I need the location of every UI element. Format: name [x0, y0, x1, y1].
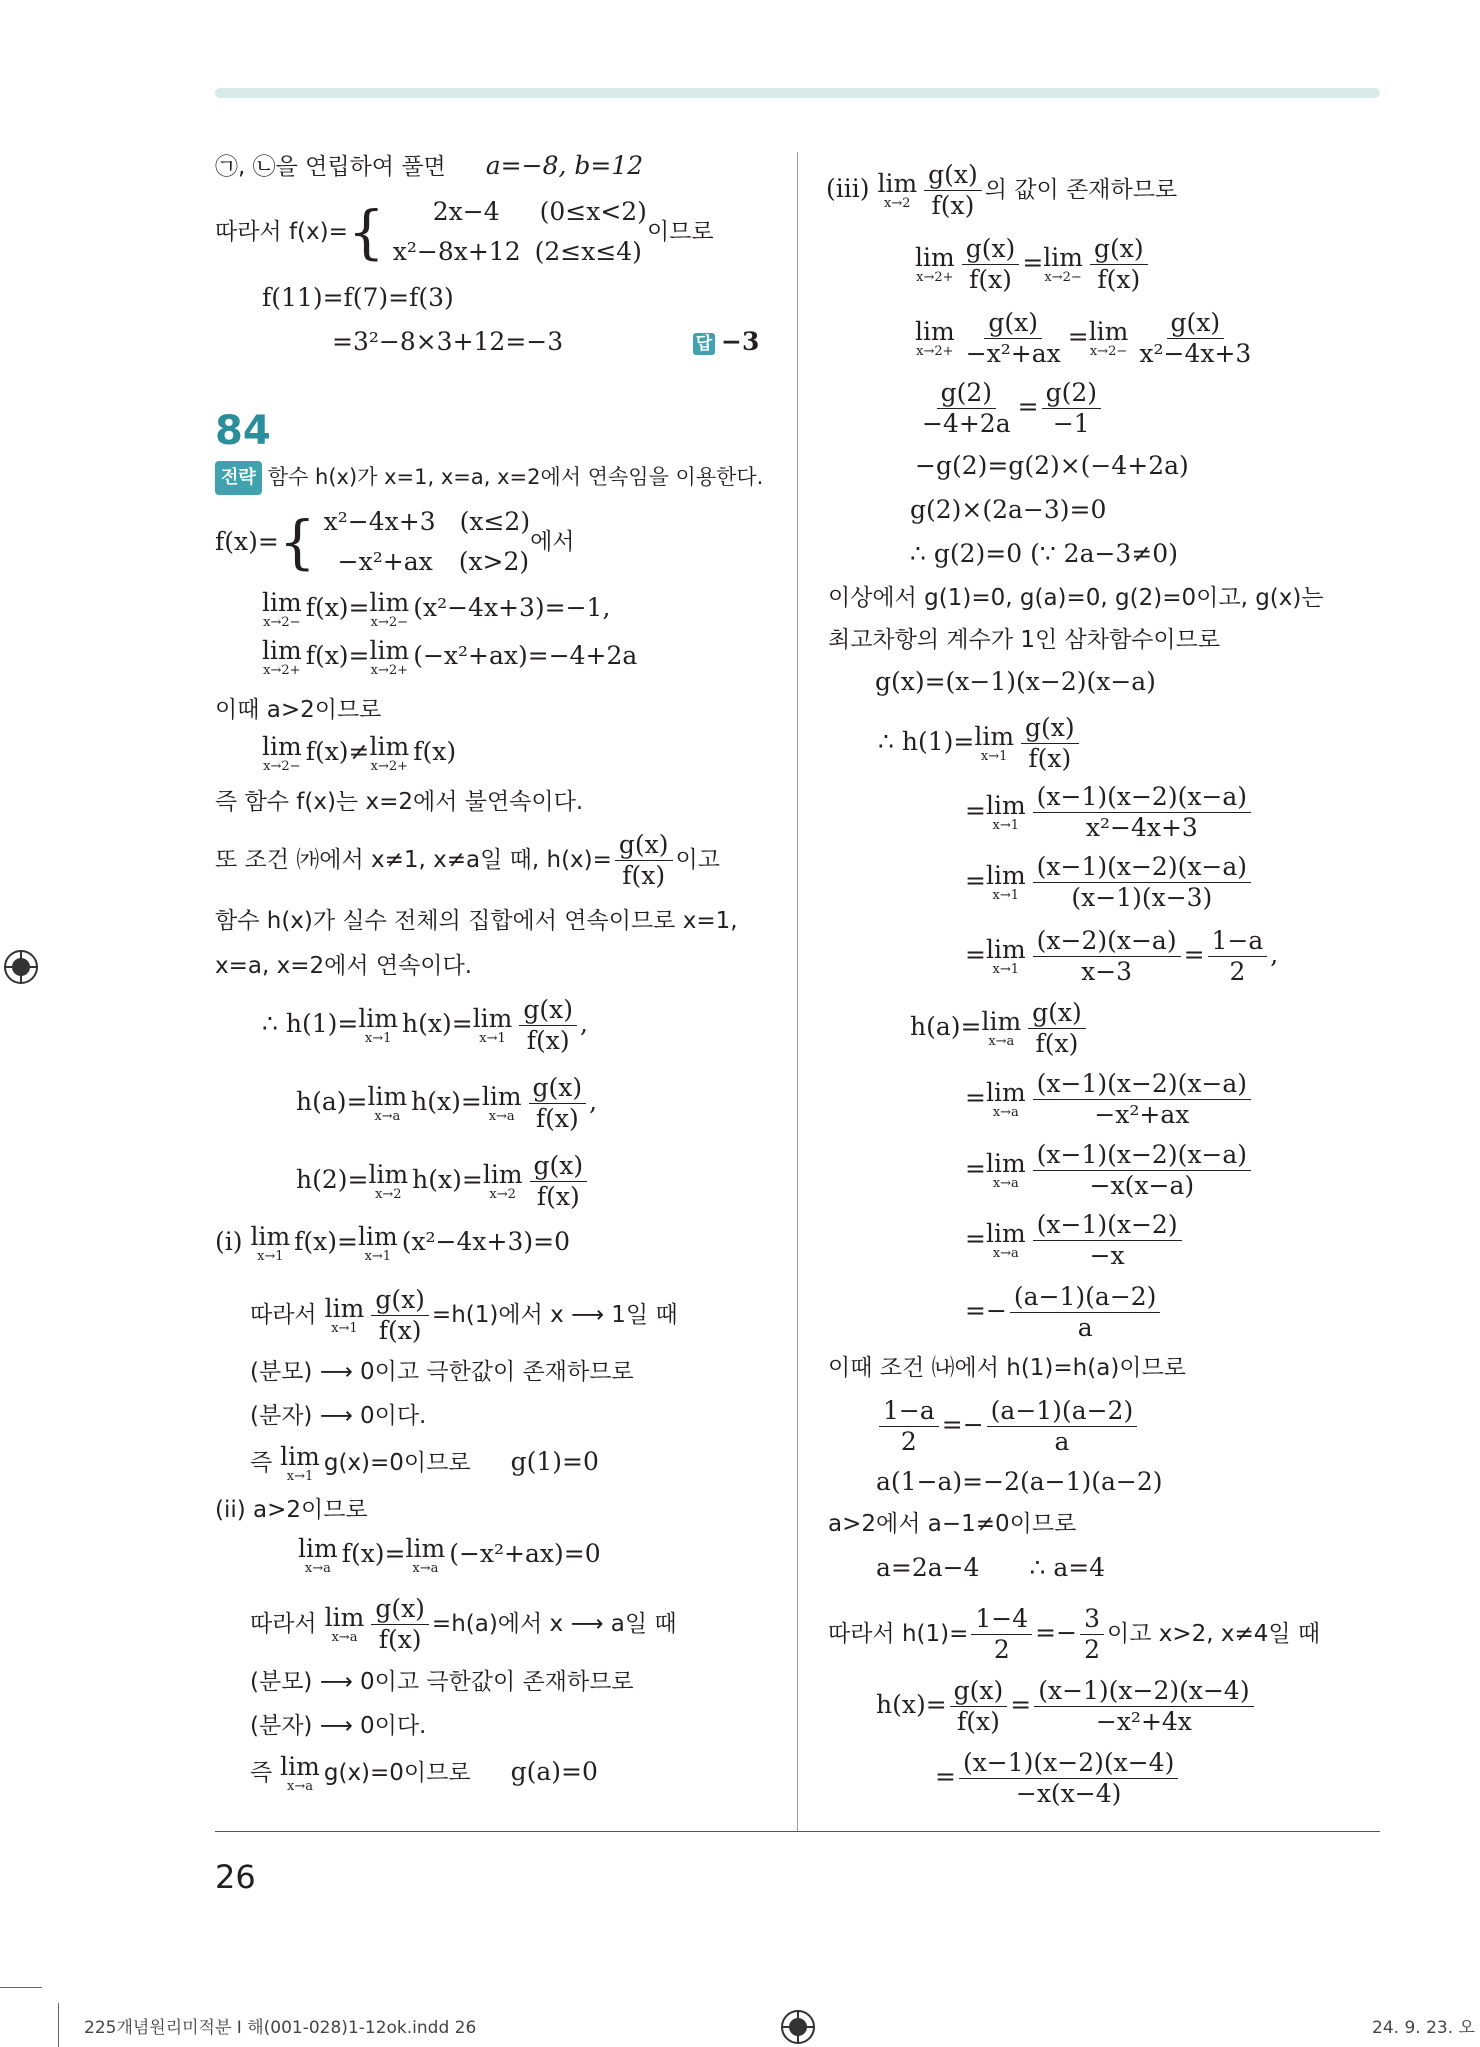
text-line: a>2에서 a−1≠0이므로 [828, 1511, 1077, 1537]
limit-line: lim x→a f(x)= lim x→a (−x²+ax)=0 [298, 1534, 601, 1576]
math-line: g(x)=(x−1)(x−2)(x−a) [875, 667, 1156, 696]
registration-mark-icon [4, 950, 38, 984]
math-line: f(11)=f(7)=f(3) [262, 283, 454, 312]
text-line: 또 조건 ㈎에서 x≠1, x≠a일 때, h(x)= $\frac{g(x)}{f(x)}$ 이고 [215, 830, 720, 890]
math-line: lim x→2+ $\frac{g(x)}{f(x)}$ = lim x→2− $\frac{g(x)}{f(x)}$ [915, 234, 1151, 295]
math-line: a(1−a)=−2(a−1)(a−2) [876, 1467, 1163, 1496]
text-line: 최고차항의 계수가 1인 삼차함수이므로 [828, 627, 1221, 653]
ha-line: h(a)= lim x→a h(x)= lim x→a $\frac{g(x)}{f(x)}$ , [296, 1073, 598, 1133]
math-line: = lim x→1 $\frac{(x-1)(x-2)(x-a)}{(x-1)(x-3)}$ [965, 852, 1254, 913]
text-line: 즉 lim x→a g(x)=0이므로 g(a)=0 [250, 1752, 598, 1794]
column-divider [797, 152, 798, 1832]
text-line: x=a, x=2에서 연속이다. [215, 953, 473, 979]
case-iii: (iii) lim x→2 $\frac{g(x)}{f(x)}$ 의 값이 존재하므로 [826, 160, 1178, 220]
case-ii-text: 따라서 lim x→a $\frac{g(x)}{f(x)}$ =h(a)에서 x ⟶ a일 때 [250, 1594, 677, 1654]
math-line: = lim x→a $\frac{(x-1)(x-2)(x-a)}{-x(x-a)}$ [965, 1140, 1254, 1201]
case-i: (i) lim x→1 f(x)= lim x→1 (x²−4x+3)=0 [215, 1222, 570, 1264]
answer-tag: 답 [693, 333, 715, 355]
text-line: 이때 a>2이므로 [215, 697, 382, 723]
text-line: 이상에서 g(1)=0, g(a)=0, g(2)=0이고, g(x)는 [828, 585, 1324, 611]
case-i-text: 따라서 lim x→1 $\frac{g(x)}{f(x)}$ =h(1)에서 x ⟶ 1일 때 [250, 1285, 678, 1345]
math-line: a=2a−4 ∴ a=4 [876, 1553, 1106, 1582]
math-line: = lim x→a $\frac{(x-1)(x-2)(x-a)}{\text{−x²+ax}}$ [965, 1069, 1254, 1130]
math-line: = lim x→1 $\frac{(x-2)(x-a)}{x-3}$ = $\frac{1-a}{2}$ , [965, 926, 1279, 986]
math-line: = $\frac{(x-1)(x-2)(x-4)}{-x(x-4)}$ [935, 1748, 1181, 1809]
bottom-rule [215, 1831, 1380, 1832]
case-ii: (ii) a>2이므로 [215, 1497, 368, 1523]
piecewise-f-def: f(x)={ x²−4x+3 (x≤2) −x²+ax (x>2) 에서 [215, 507, 575, 576]
math-line: g(2)×(2a−3)=0 [910, 495, 1107, 524]
math-line: ∴ g(2)=0 (∵ 2a−3≠0) [910, 539, 1178, 568]
math-line: $\frac{g(2)}{-4+2a}$ = $\frac{g(2)}{-1}$ [915, 378, 1104, 439]
text-line: 따라서 h(1)= $\frac{1-4}{2}$ =− $\frac{3}{2}$ 이고 x>2, x≠4일 때 [828, 1604, 1321, 1664]
problem-number: 84 [215, 408, 271, 454]
text-line: 이때 조건 ㈏에서 h(1)=h(a)이므로 [828, 1355, 1186, 1381]
math-line: $\frac{1-a}{2}$ =− $\frac{(a-1)(a-2)}{a}$ [876, 1396, 1140, 1457]
text-line: 즉 lim x→1 g(x)=0이므로 g(1)=0 [250, 1442, 599, 1484]
h2-line: h(2)= lim x→2 h(x)= lim x→2 $\frac{g(x)}{f(x)}$ [296, 1151, 590, 1212]
text-line: (분모) ⟶ 0이고 극한값이 존재하므로 [250, 1359, 634, 1385]
footer-filename: 225개념원리미적분 I 해(001-028)1-12ok.indd 26 [84, 2018, 477, 2038]
crop-mark [58, 2003, 59, 2047]
math-line: lim x→2+ $\frac{g(x)}{\text{−x²+ax}}$ = lim x→2− $\frac{g(x)}{\text{x²−4x+3}}$ [915, 308, 1252, 368]
limit-line: lim x→2− f(x)≠ lim x→2+ f(x) [262, 732, 457, 774]
piecewise-f: 따라서 f(x)={ 2x−4 (0≤x<2) x²−8x+12 (2≤x≤4) 이므로 [215, 197, 714, 266]
h1-line: ∴ h(1)= lim x→1 h(x)= lim x→1 $\frac{g(x)}{f(x)}$ , [262, 995, 588, 1055]
header-bar [215, 88, 1380, 98]
registration-mark-icon [781, 2010, 815, 2044]
footer-date: 24. 9. 23. 오 [1372, 2018, 1475, 2038]
math-line: =− $\frac{(a-1)(a-2)}{a}$ [965, 1282, 1163, 1343]
math-line: = lim x→1 $\frac{(x-1)(x-2)(x-a)}{\text{x²−4x+3}}$ [965, 782, 1254, 843]
text-line: ㉠, ㉡을 연립하여 풀면 a=−8, b=12 [215, 151, 644, 180]
page-number: 26 [215, 1858, 256, 1896]
text-line: (분자) ⟶ 0이다. [250, 1403, 427, 1429]
strategy-tag: 전략 [215, 461, 262, 495]
limit-line: lim x→2+ f(x)= lim x→2+ (−x²+ax)=−4+2a [262, 636, 638, 678]
strategy-line: 전략 함수 h(x)가 x=1, x=a, x=2에서 연속임을 이용한다. [215, 460, 763, 495]
math-line: = lim x→a $\frac{(x-1)(x-2)}{-x}$ [965, 1210, 1185, 1271]
crop-mark [0, 1987, 42, 1988]
text-line: (분자) ⟶ 0이다. [250, 1713, 427, 1739]
math-line: h(x)= $\frac{g(x)}{f(x)}$ = $\frac{(x-1)(x-2)(x-4)}{\text{−x²+4x}}$ [876, 1676, 1257, 1737]
text-line: 즉 함수 f(x)는 x=2에서 불연속이다. [215, 789, 584, 815]
h1-def: ∴ h(1)= lim x→1 $\frac{g(x)}{f(x)}$ [878, 713, 1082, 774]
limit-line: lim x→2− f(x)= lim x→2− (x²−4x+3)=−1, [262, 588, 611, 630]
answer: 답 −3 [693, 326, 759, 358]
text-line: (분모) ⟶ 0이고 극한값이 존재하므로 [250, 1669, 634, 1695]
math-line: =3²−8×3+12=−3 [332, 327, 564, 356]
text-line: 함수 h(x)가 실수 전체의 집합에서 연속이므로 x=1, [215, 908, 738, 934]
ha-def: h(a)= lim x→a $\frac{g(x)}{f(x)}$ [910, 998, 1089, 1059]
math-line: −g(2)=g(2)×(−4+2a) [915, 451, 1189, 480]
